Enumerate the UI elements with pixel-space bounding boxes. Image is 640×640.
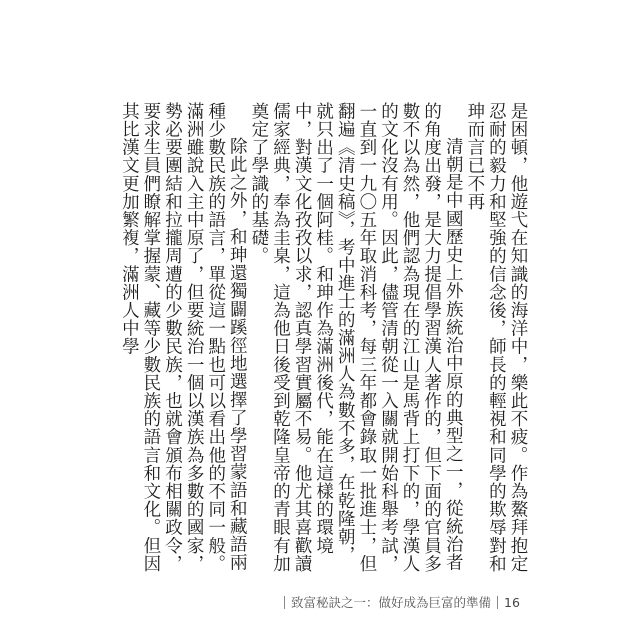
running-title: 致富秘訣之一：做好成為巨富的準備 [291, 595, 492, 610]
paragraph-2: 清朝是中國歷史上外族統治中原的典型之一，從統治者的角度出發，是大力提倡學習漢人著作的，但下面的官員多數不以為然，他們認為現在的江山是馬背上打下的，學漢人的文化沒有用。因此，儘管清朝從一入關就開始科舉考試，一直到一九〇五年取消科考，每三年都會錄取一批進士，但翻遍《清史稿》，考中進士的滿洲人為數不多，在乾隆朝，就只出了一個阿桂。和珅作為滿洲後代，能在這樣的環境中，對漢文化孜孜以求，認真學習實屬不易。他尤其喜歡讀儒家經典，奉為圭臬，這為他日後受到乾隆皇帝的青眼有加奠定了學識的基礎。 [248, 102, 464, 573]
paragraph-1: 是困頓，他遊弋在知識的海洋中，樂此不疲。作為鰲拜抱定忍耐的毅力和堅強的信念後，師長的輕視和同學的欺辱對和珅而言已不再 [464, 102, 528, 573]
page-number: 16 [504, 594, 520, 610]
footer-divider-left [284, 596, 285, 609]
body-text [119, 102, 528, 577]
footer-divider-right [497, 596, 498, 609]
page-footer [278, 591, 520, 613]
paragraph-3: 除此之外，和珅還獨闢蹊徑地選擇了學習蒙語和藏語兩種少數民族的語言，單從這一點也可以看出他的不同一般。滿洲雖說入主中原了，但要統治一個以漢族為多數的國家，勢必要團結和拉攏周遭的少數民族，也就會頒布相關政令，要求生員們瞭解掌握蒙、藏等少數民族的語言和文化。但因其比漢文更加繁複，滿洲人中學 [119, 102, 248, 573]
